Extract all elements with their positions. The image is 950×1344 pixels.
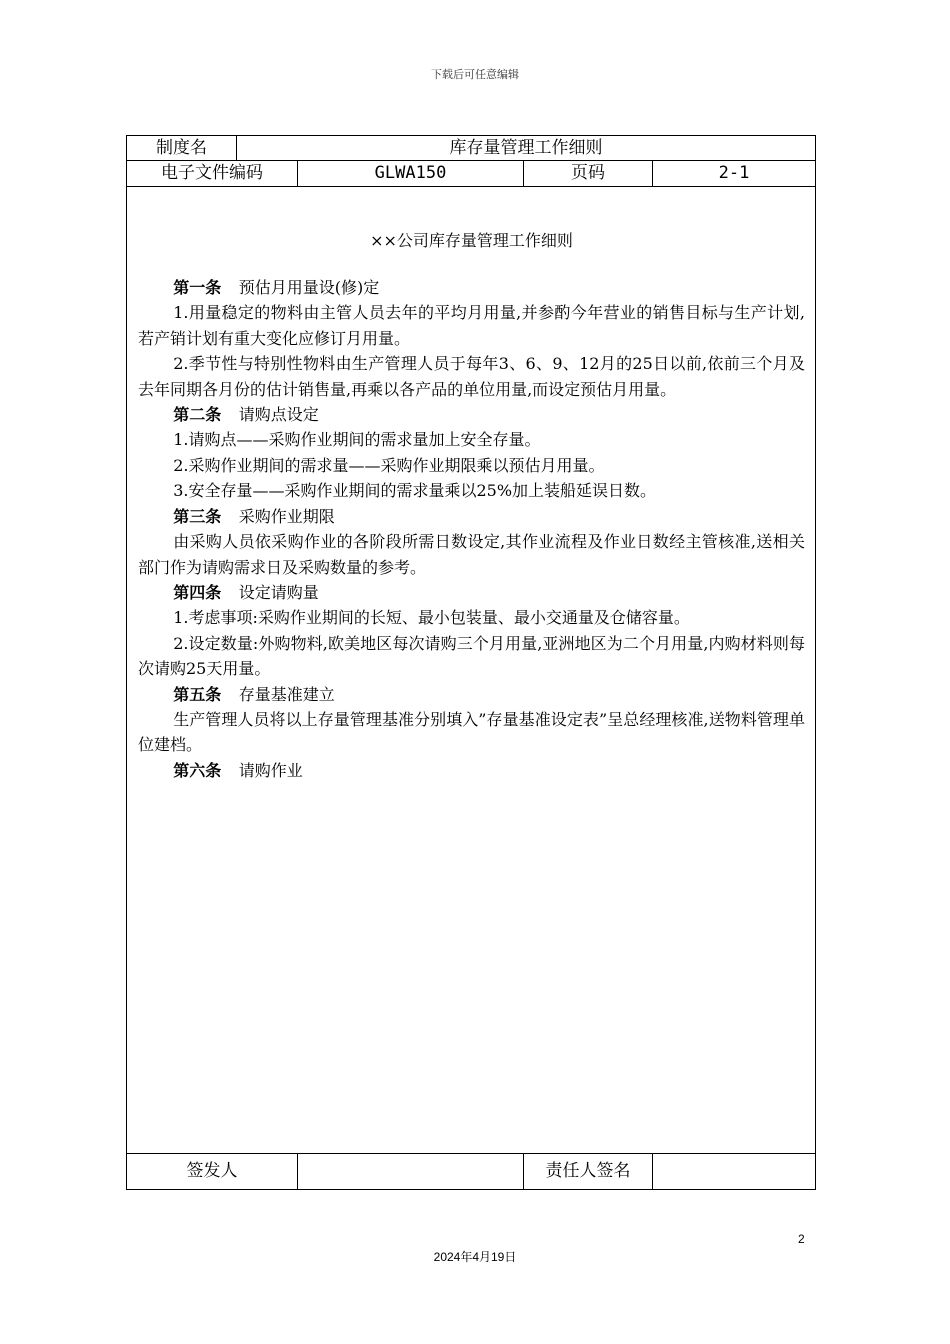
- issuer-signature-field[interactable]: [298, 1153, 524, 1189]
- file-code-value: GLWA150: [298, 161, 524, 187]
- paragraph-text: 由采购人员依采购作业的各阶段所需日数设定,其作业流程及作业日数经主管核准,送相关部门作为请购需求日及采购数量的参考。: [138, 532, 805, 577]
- article-paragraph: [138, 427, 805, 452]
- paragraph-text: 采购作业期限: [238, 506, 335, 526]
- article-number: 第一条: [173, 278, 222, 298]
- content-cell: [127, 187, 816, 1154]
- article-paragraph: [138, 631, 805, 682]
- article-heading: [138, 275, 805, 300]
- paragraph-text: 请购作业: [238, 760, 303, 780]
- paragraph-text: 1.请购点——采购作业期间的需求量加上安全存量。: [173, 430, 541, 450]
- content-body: [138, 275, 805, 783]
- paragraph-text: 请购点设定: [238, 405, 319, 425]
- article-number: 第三条: [173, 506, 222, 526]
- article-heading: [138, 402, 805, 427]
- article-heading: [138, 580, 805, 605]
- article-paragraph: [138, 478, 805, 503]
- document-form-table: [126, 135, 816, 1190]
- article-heading: [138, 682, 805, 707]
- paragraph-text: 1.用量稳定的物料由主管人员去年的平均月用量,并参酌今年营业的销售目标与生产计划,若产销计划有重大变化应修订月用量。: [138, 303, 805, 348]
- paragraph-text: 2.采购作业期间的需求量——采购作业期限乘以预估月用量。: [173, 455, 605, 475]
- article-heading: [138, 504, 805, 529]
- page-header: 下载后可任意编辑: [431, 68, 519, 81]
- article-paragraph: [138, 351, 805, 402]
- paragraph-text: 2.设定数量:外购物料,欧美地区每次请购三个月用量,亚洲地区为二个月用量,内购材料则每次请购25天用量。: [138, 633, 805, 679]
- article-number: 第四条: [173, 582, 222, 602]
- paragraph-text: 1.考虑事项:采购作业期间的长短、最小包装量、最小交通量及仓储容量。: [173, 608, 690, 628]
- article-paragraph: [138, 300, 805, 351]
- responsible-signature-field[interactable]: [653, 1153, 816, 1189]
- paragraph-text: 设定请购量: [238, 582, 319, 602]
- article-paragraph: [138, 529, 805, 580]
- title-row: [127, 136, 816, 161]
- page-number: 2: [798, 1232, 805, 1246]
- content-row: [127, 187, 816, 1154]
- paragraph-text: 2.季节性与特别性物料由生产管理人员于每年3、6、9、12月的25日以前,依前三个月及去年同期各月份的估计销售量,再乘以各产品的单位用量,而设定预估月用量。: [138, 354, 805, 399]
- page-code-label: 页码: [524, 161, 653, 187]
- paragraph-text: 存量基准建立: [238, 684, 335, 704]
- article-number: 第五条: [173, 684, 222, 704]
- signature-row: [127, 1153, 816, 1189]
- article-paragraph: [138, 707, 805, 758]
- paragraph-text: 预估月用量设(修)定: [238, 278, 380, 298]
- responsible-signature-label: 责任人签名: [524, 1153, 653, 1189]
- article-heading: [138, 758, 805, 783]
- policy-name-label: 制度名: [127, 136, 237, 161]
- content-title: ××公司库存量管理工作细则: [370, 231, 573, 251]
- article-number: 第二条: [173, 405, 222, 425]
- paragraph-text: 3.安全存量——采购作业期间的需求量乘以25%加上装船延误日数。: [173, 481, 657, 501]
- file-code-label: 电子文件编码: [127, 161, 298, 187]
- policy-title: 库存量管理工作细则: [237, 136, 816, 161]
- paragraph-text: 生产管理人员将以上存量管理基准分别填入”存量基准设定表”呈总经理核准,送物料管理单位建档。: [138, 709, 805, 755]
- article-number: 第六条: [173, 760, 222, 780]
- issuer-label: 签发人: [127, 1153, 298, 1189]
- page-date: 2024年4月19日: [433, 1250, 517, 1264]
- code-row: [127, 161, 816, 187]
- article-paragraph: [138, 605, 805, 630]
- article-paragraph: [138, 453, 805, 478]
- page-code-value: 2-1: [653, 161, 816, 187]
